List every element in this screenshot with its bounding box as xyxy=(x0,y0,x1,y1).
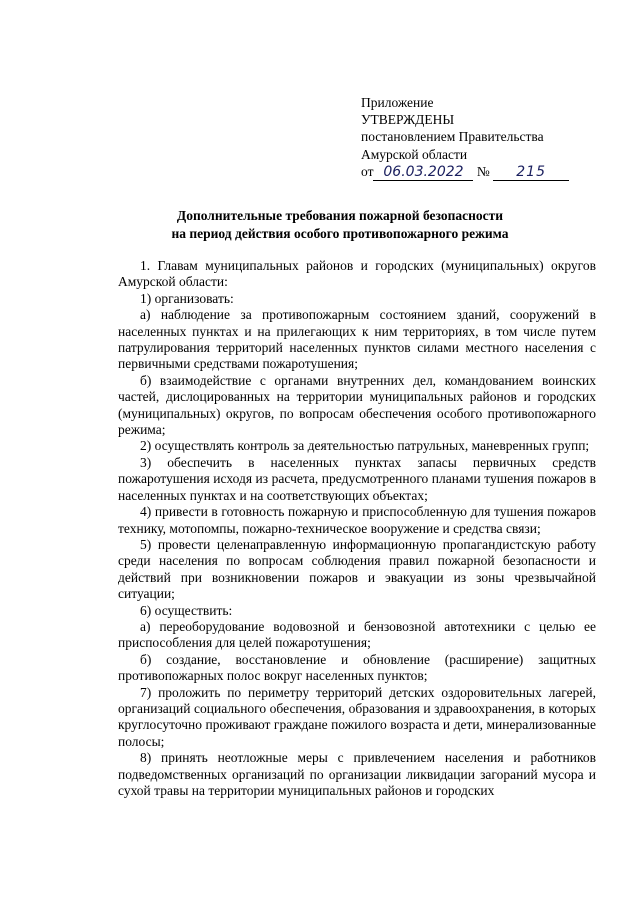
paragraph: 4) привести в готовность пожарную и приспособленную для тушения пожаров технику, мотопомпы, пожарно-техническое вооружение и средства связи; xyxy=(118,504,596,536)
number-prefix: № xyxy=(476,163,490,179)
date-prefix: от xyxy=(361,163,374,179)
paragraph: 1) организовать: xyxy=(140,290,234,306)
paragraph: а) наблюдение за противопожарным состоянием зданий, сооружений в населенных пунктах и на прилегающих к ним территориях, в том числе путем патрулирования территорий населенных пунктов силами местного населения с первичными средствами пожаротушения; xyxy=(118,307,596,372)
region-line: Амурской области xyxy=(361,146,468,162)
paragraph: а) переоборудование водовозной и бензовозной автотехники с целью ее приспособления для целей пожаротушения; xyxy=(118,618,596,651)
paragraph: 5) провести целенаправленную информационную пропагандистскую работу среди населения по вопросам соблюдения правил пожарной безопасности и действий при возникновении пожаров и эвакуации из зоны чрезвычайной ситуации; xyxy=(118,536,596,602)
title-line-1: Дополнительные требования пожарной безопасности xyxy=(176,208,504,223)
approved-by-line: постановлением Правительства xyxy=(361,129,544,145)
document-title xyxy=(120,207,560,243)
paragraph: 7) проложить по периметру территорий детских оздоровительных лагерей, организаций социального обеспечения, образования и здравоохранения, в которых круглосуточно проживают граждане пожилого возраста и дети, минерализованные полосы; xyxy=(118,684,596,749)
date-number-line xyxy=(361,163,601,181)
paragraph: б) взаимодействие с органами внутренних дел, командованием воинских частей, дислоцированных на территории муниципальных районов и городских (муниципальных) округов, по вопросам обеспечения особого противопожарного режима; xyxy=(118,372,596,438)
paragraph: 3) обеспечить в населенных пунктах запасы первичных средств пожаротушения исходя из расчета, предусмотренного планами тушения пожаров в населенных пунктах и на соответствующих объектах; xyxy=(118,454,596,503)
title-line-2: на период действия особого противопожарного режима xyxy=(171,226,509,241)
appendix-label: Приложение xyxy=(361,95,434,110)
paragraph: б) создание, восстановление и обновление (расширение) защитных противопожарных полос вокруг населенных пунктов; xyxy=(118,651,596,684)
paragraph: 1. Главам муниципальных районов и городских (муниципальных) округов Амурской области: xyxy=(118,258,596,290)
approval-header xyxy=(361,94,601,181)
paragraph: 6) осуществить: xyxy=(140,602,233,618)
handwritten-number: 215 xyxy=(493,165,569,181)
approved-label: УТВЕРЖДЕНЫ xyxy=(361,112,455,128)
document-body xyxy=(118,258,596,799)
paragraph: 2) осуществлять контроль за деятельностью патрульных, маневренных групп; xyxy=(140,438,590,454)
handwritten-date: 06.03.2022 xyxy=(373,165,473,181)
paragraph: 8) принять неотложные меры с привлечением населения и работников подведомственных организаций по организации ликвидации загораний мусора и сухой травы на территории муниципальных районов и городских xyxy=(118,750,596,798)
